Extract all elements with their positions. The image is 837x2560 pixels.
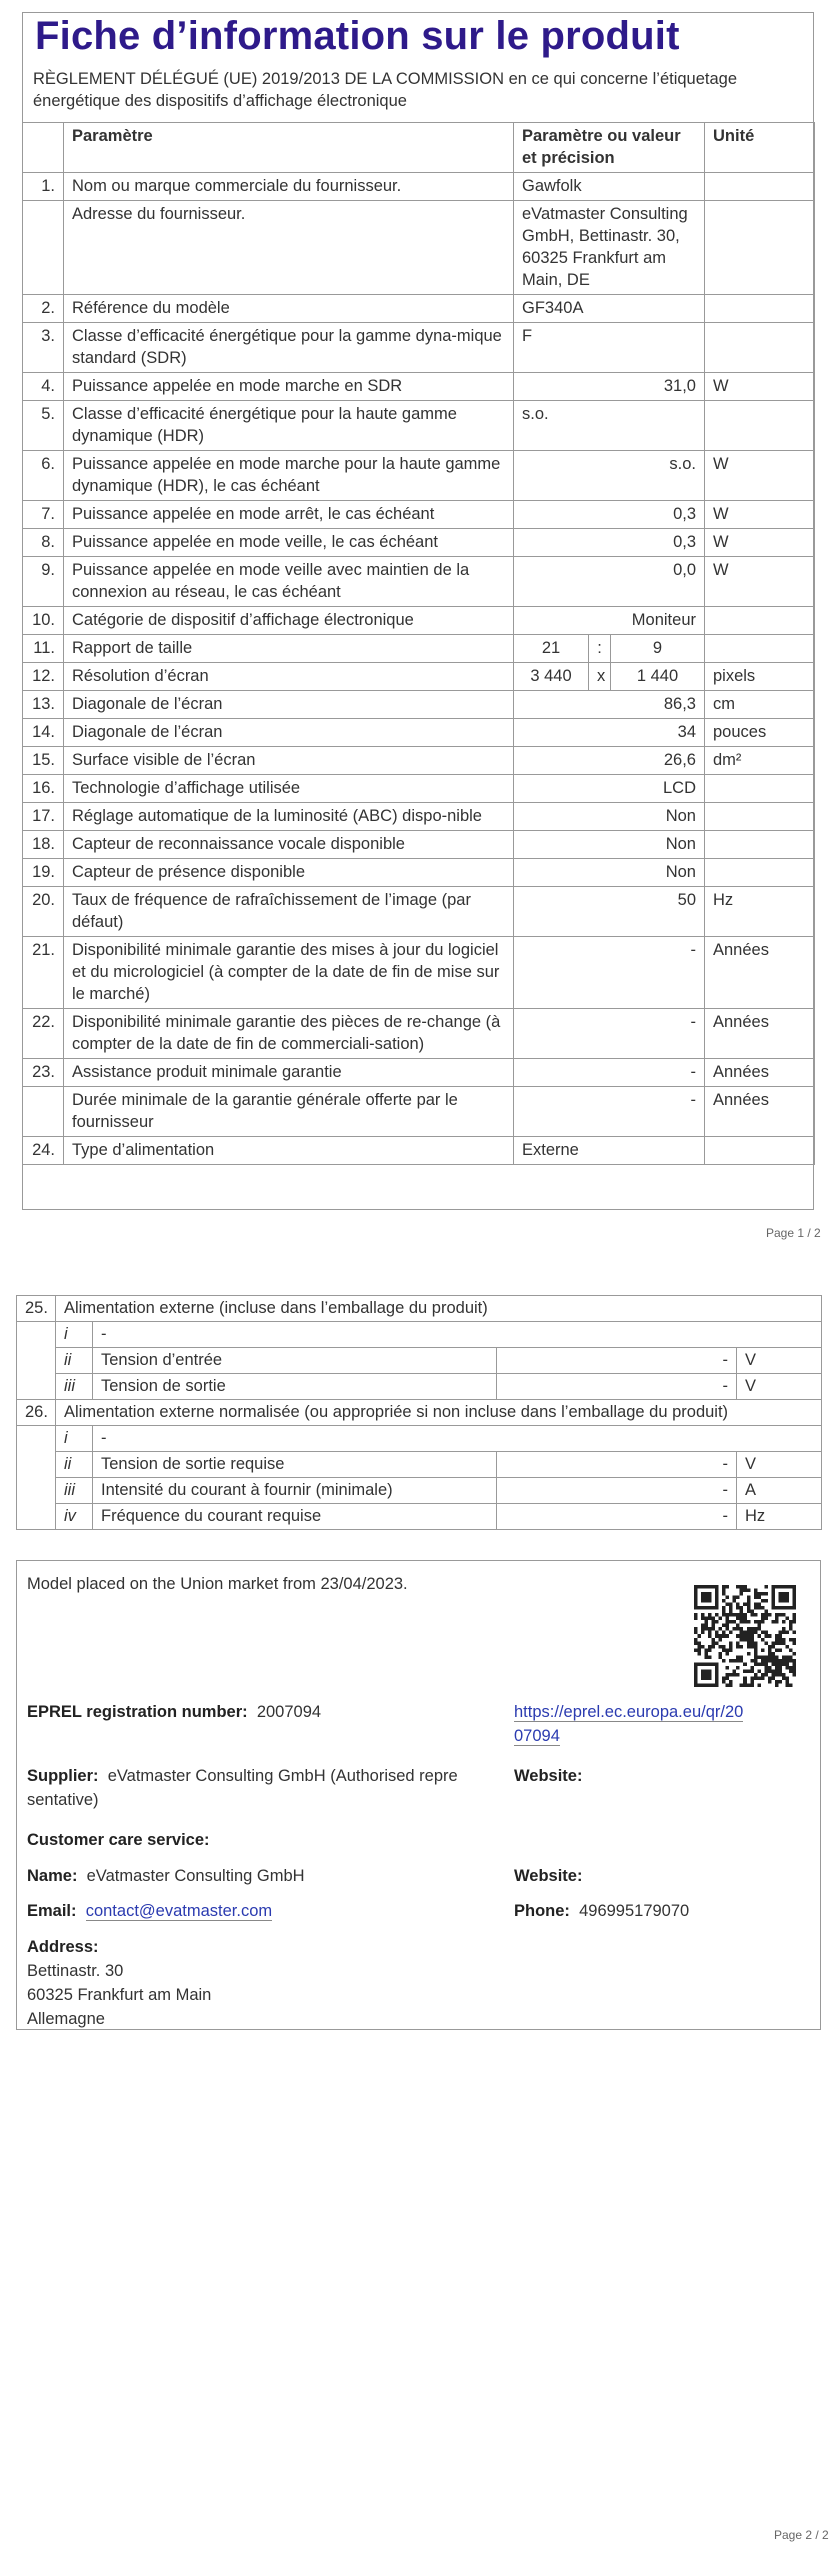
eprel-number: 2007094 [256, 1703, 322, 1721]
sub-index: iii [56, 1374, 93, 1400]
table-row [23, 635, 815, 663]
unit-cell [705, 1137, 815, 1165]
page-number: Page 1 / 2 [766, 1226, 821, 1240]
row-number: 26. [17, 1400, 56, 1426]
eprel-label: EPREL registration number: [27, 1703, 248, 1721]
row-number: 8. [23, 529, 64, 557]
table-row [23, 451, 815, 501]
value-cell: Non [514, 831, 705, 859]
row-number [23, 1087, 64, 1137]
sub-row [17, 1426, 822, 1452]
address-line: 60325 Frankfurt am Main [27, 1986, 212, 2004]
power-supply-table [16, 1295, 822, 1530]
sub-row [17, 1322, 822, 1348]
row-number: 25. [17, 1296, 56, 1322]
table-row [23, 937, 815, 1009]
header-parameter: Paramètre [64, 123, 514, 173]
email-label: Email: [27, 1902, 77, 1920]
row-number: 11. [23, 635, 64, 663]
address-block [27, 1935, 211, 2031]
value-cell: 26,6 [514, 747, 705, 775]
page-number-2: Page 2 / 2 [774, 2528, 829, 2542]
contact-website [514, 1864, 582, 1888]
value-cell: LCD [514, 775, 705, 803]
unit-cell: Années [705, 1009, 815, 1059]
supplier-name-line1: eVatmaster Consulting GmbH (Authorised repre [107, 1767, 458, 1785]
sub-row [17, 1478, 822, 1504]
row-number: 7. [23, 501, 64, 529]
table-row [23, 747, 815, 775]
value-separator: : [589, 635, 611, 663]
parameter-cell: Classe d’efficacité énergétique pour la gamme dyna-mique standard (SDR) [64, 323, 514, 373]
row-number: 2. [23, 295, 64, 323]
product-info-rows [23, 173, 815, 1165]
table-row [23, 663, 815, 691]
parameter-cell: Taux de fréquence de rafraîchissement de l’image (par défaut) [64, 887, 514, 937]
unit-cell [705, 401, 815, 451]
sub-index: ii [56, 1348, 93, 1374]
value-cell: GF340A [514, 295, 705, 323]
unit-cell [705, 201, 815, 295]
parameter-cell: Diagonale de l’écran [64, 719, 514, 747]
value-a-cell: 21 [514, 635, 589, 663]
supplier-website [514, 1764, 582, 1788]
parameter-cell: Puissance appelée en mode veille avec maintien de la connexion au réseau, le cas échéant [64, 557, 514, 607]
unit-cell: W [705, 557, 815, 607]
value-cell: Externe [514, 1137, 705, 1165]
value-cell: Non [514, 803, 705, 831]
row-number: 1. [23, 173, 64, 201]
sub-index: i [56, 1322, 93, 1348]
table-row [23, 501, 815, 529]
table-row [23, 607, 815, 635]
contact-email [27, 1899, 272, 1923]
parameter-cell: Puissance appelée en mode veille, le cas échéant [64, 529, 514, 557]
parameter-cell: Disponibilité minimale garantie des mises à jour du logiciel et du micrologiciel (à compter de la date de fin de mise sur le marché) [64, 937, 514, 1009]
sub-index: iv [56, 1504, 93, 1530]
table-row [23, 1137, 815, 1165]
unit-cell [705, 635, 815, 663]
table-row [23, 557, 815, 607]
parameter-cell: Disponibilité minimale garantie des pièces de re-change (à compter de la date de fin de commerciali-sation) [64, 1009, 514, 1059]
parameter-cell: Puissance appelée en mode marche en SDR [64, 373, 514, 401]
table-row [23, 719, 815, 747]
value-a-cell: 3 440 [514, 663, 589, 691]
market-placement-text: Model placed on the Union market from 23/04/2023. [27, 1575, 408, 1593]
row-number: 9. [23, 557, 64, 607]
table-row [23, 775, 815, 803]
sub-unit: A [737, 1478, 822, 1504]
header-value: Paramètre ou valeur et précision [514, 123, 705, 173]
header-unit: Unité [705, 123, 815, 173]
parameter-cell: Technologie d’affichage utilisée [64, 775, 514, 803]
value-cell: eVatmaster Consulting GmbH, Bettinastr. 30, 60325 Frankfurt am Main, DE [514, 201, 705, 295]
contact-name [27, 1864, 305, 1888]
row-number: 4. [23, 373, 64, 401]
row-number: 18. [23, 831, 64, 859]
customer-care-label: Customer care service: [27, 1831, 210, 1849]
product-info-table [22, 122, 815, 1165]
eprel-link-line1: https://eprel.ec.europa.eu/qr/20 [514, 1703, 744, 1721]
phone-label: Phone: [514, 1902, 570, 1920]
table-row [23, 1009, 815, 1059]
unit-cell: Années [705, 1087, 815, 1137]
email-link[interactable]: contact@evatmaster.com [85, 1902, 273, 1920]
row-number: 10. [23, 607, 64, 635]
sub-row [17, 1504, 822, 1530]
value-separator: x [589, 663, 611, 691]
row-number: 3. [23, 323, 64, 373]
row-number: 24. [23, 1137, 64, 1165]
row-number: 13. [23, 691, 64, 719]
row-number: 17. [23, 803, 64, 831]
unit-cell [705, 859, 815, 887]
sub-unit: V [737, 1348, 822, 1374]
value-cell: - [514, 1087, 705, 1137]
supplier-name-line2: sentative) [27, 1791, 99, 1809]
row-number: 19. [23, 859, 64, 887]
unit-cell [705, 607, 815, 635]
row-number: 15. [23, 747, 64, 775]
table-row [23, 1059, 815, 1087]
table-row [23, 1087, 815, 1137]
value-cell: - [514, 1009, 705, 1059]
value-cell: Moniteur [514, 607, 705, 635]
value-cell: 86,3 [514, 691, 705, 719]
parameter-cell: Durée minimale de la garantie générale offerte par le fournisseur [64, 1087, 514, 1137]
sub-row [17, 1374, 822, 1400]
eprel-link-block [514, 1700, 794, 1748]
table-row [23, 831, 815, 859]
unit-cell [705, 775, 815, 803]
sub-value: - [497, 1504, 737, 1530]
unit-cell: W [705, 529, 815, 557]
sub-row [17, 1348, 822, 1374]
row-number: 16. [23, 775, 64, 803]
sub-unit: V [737, 1452, 822, 1478]
parameter-cell: Référence du modèle [64, 295, 514, 323]
value-cell: s.o. [514, 401, 705, 451]
sub-param: Fréquence du courant requise [93, 1504, 497, 1530]
qr-code-icon [694, 1585, 796, 1687]
unit-cell: Années [705, 1059, 815, 1087]
website-label: Website: [514, 1767, 583, 1785]
sub-unit: V [737, 1374, 822, 1400]
sub-value: - [497, 1374, 737, 1400]
value-cell: 50 [514, 887, 705, 937]
row-number: 23. [23, 1059, 64, 1087]
row-label: Alimentation externe normalisée (ou appropriée si non incluse dans l’emballage du produit) [56, 1400, 822, 1426]
row-number: 20. [23, 887, 64, 937]
sub-param: Tension de sortie [93, 1374, 497, 1400]
phone-value: 496995179070 [579, 1902, 690, 1920]
value-cell: - [514, 1059, 705, 1087]
parameter-cell: Puissance appelée en mode marche pour la haute gamme dynamique (HDR), le cas échéant [64, 451, 514, 501]
eprel-link-line2: 07094 [514, 1727, 560, 1745]
contact-phone [514, 1899, 689, 1923]
table-row [23, 295, 815, 323]
sub-index: iii [56, 1478, 93, 1504]
unit-cell [705, 831, 815, 859]
parameter-cell: Classe d’efficacité énergétique pour la haute gamme dynamique (HDR) [64, 401, 514, 451]
website2-label: Website: [514, 1867, 583, 1885]
row-number: 12. [23, 663, 64, 691]
address-line: Allemagne [27, 2010, 105, 2028]
unit-cell: pouces [705, 719, 815, 747]
value-cell: 0,3 [514, 529, 705, 557]
row-label: Alimentation externe (incluse dans l’emballage du produit) [56, 1296, 822, 1322]
value-cell: 31,0 [514, 373, 705, 401]
row-number [23, 201, 64, 295]
table-row [23, 887, 815, 937]
table-row [23, 323, 815, 373]
parameter-cell: Résolution d’écran [64, 663, 514, 691]
value-cell: F [514, 323, 705, 373]
parameter-cell: Capteur de reconnaissance vocale disponible [64, 831, 514, 859]
table-row [23, 529, 815, 557]
parameter-cell: Rapport de taille [64, 635, 514, 663]
sub-param: Tension d’entrée [93, 1348, 497, 1374]
parameter-cell: Surface visible de l’écran [64, 747, 514, 775]
regulation-subtitle: RÈGLEMENT DÉLÉGUÉ (UE) 2019/2013 DE LA COMMISSION en ce qui concerne l’étiquetage énergétique des dispositifs d’affichage électronique [33, 70, 738, 110]
page-title: Fiche d’information sur le produit [35, 14, 680, 58]
value-cell: Non [514, 859, 705, 887]
parameter-cell: Assistance produit minimale garantie [64, 1059, 514, 1087]
header-number [23, 123, 64, 173]
unit-cell [705, 323, 815, 373]
table-row [23, 859, 815, 887]
table-row [23, 373, 815, 401]
value-cell: s.o. [514, 451, 705, 501]
table-header-row [23, 123, 815, 173]
sub-row [17, 1452, 822, 1478]
parameter-cell: Réglage automatique de la luminosité (ABC) dispo-nible [64, 803, 514, 831]
row-number: 22. [23, 1009, 64, 1059]
customer-care-heading [27, 1828, 210, 1852]
sub-param: Tension de sortie requise [93, 1452, 497, 1478]
sub-index: i [56, 1426, 93, 1452]
unit-cell [705, 173, 815, 201]
row-number: 21. [23, 937, 64, 1009]
address-label: Address: [27, 1938, 99, 1956]
supplier-label: Supplier: [27, 1767, 99, 1785]
eprel-link[interactable] [514, 1703, 743, 1746]
value-cell: 0,3 [514, 501, 705, 529]
unit-cell [705, 295, 815, 323]
unit-cell: dm² [705, 747, 815, 775]
value-b-cell: 9 [611, 635, 705, 663]
sub-value: - [497, 1478, 737, 1504]
row-number: 6. [23, 451, 64, 501]
sub-unit: Hz [737, 1504, 822, 1530]
unit-cell: W [705, 451, 815, 501]
sub-param: - [93, 1426, 822, 1452]
table-row [23, 173, 815, 201]
row-number: 14. [23, 719, 64, 747]
parameter-cell: Diagonale de l’écran [64, 691, 514, 719]
value-cell: 34 [514, 719, 705, 747]
parameter-cell: Adresse du fournisseur. [64, 201, 514, 295]
parameter-cell: Nom ou marque commerciale du fournisseur. [64, 173, 514, 201]
value-cell: 0,0 [514, 557, 705, 607]
name-value: eVatmaster Consulting GmbH [86, 1867, 305, 1885]
sub-value: - [497, 1348, 737, 1374]
unit-cell: pixels [705, 663, 815, 691]
value-b-cell: 1 440 [611, 663, 705, 691]
parameter-cell: Catégorie de dispositif d’affichage électronique [64, 607, 514, 635]
name-label: Name: [27, 1867, 78, 1885]
parameter-cell: Puissance appelée en mode arrêt, le cas échéant [64, 501, 514, 529]
table-row-25 [17, 1296, 822, 1322]
address-line: Bettinastr. 30 [27, 1962, 124, 1980]
sub-index: ii [56, 1452, 93, 1478]
parameter-cell: Type d’alimentation [64, 1137, 514, 1165]
supplier-block [27, 1764, 507, 1812]
unit-cell [705, 803, 815, 831]
sub-value: - [497, 1452, 737, 1478]
unit-cell: cm [705, 691, 815, 719]
eprel-registration [27, 1700, 321, 1724]
unit-cell: Années [705, 937, 815, 1009]
table-row [23, 401, 815, 451]
parameter-cell: Capteur de présence disponible [64, 859, 514, 887]
sub-param: - [93, 1322, 822, 1348]
unit-cell: Hz [705, 887, 815, 937]
sub-param: Intensité du courant à fournir (minimale) [93, 1478, 497, 1504]
row-number: 5. [23, 401, 64, 451]
value-cell: Gawfolk [514, 173, 705, 201]
table-row [23, 201, 815, 295]
unit-cell: W [705, 373, 815, 401]
value-cell: - [514, 937, 705, 1009]
table-row [23, 803, 815, 831]
table-row [23, 691, 815, 719]
table-row-26 [17, 1400, 822, 1426]
unit-cell: W [705, 501, 815, 529]
